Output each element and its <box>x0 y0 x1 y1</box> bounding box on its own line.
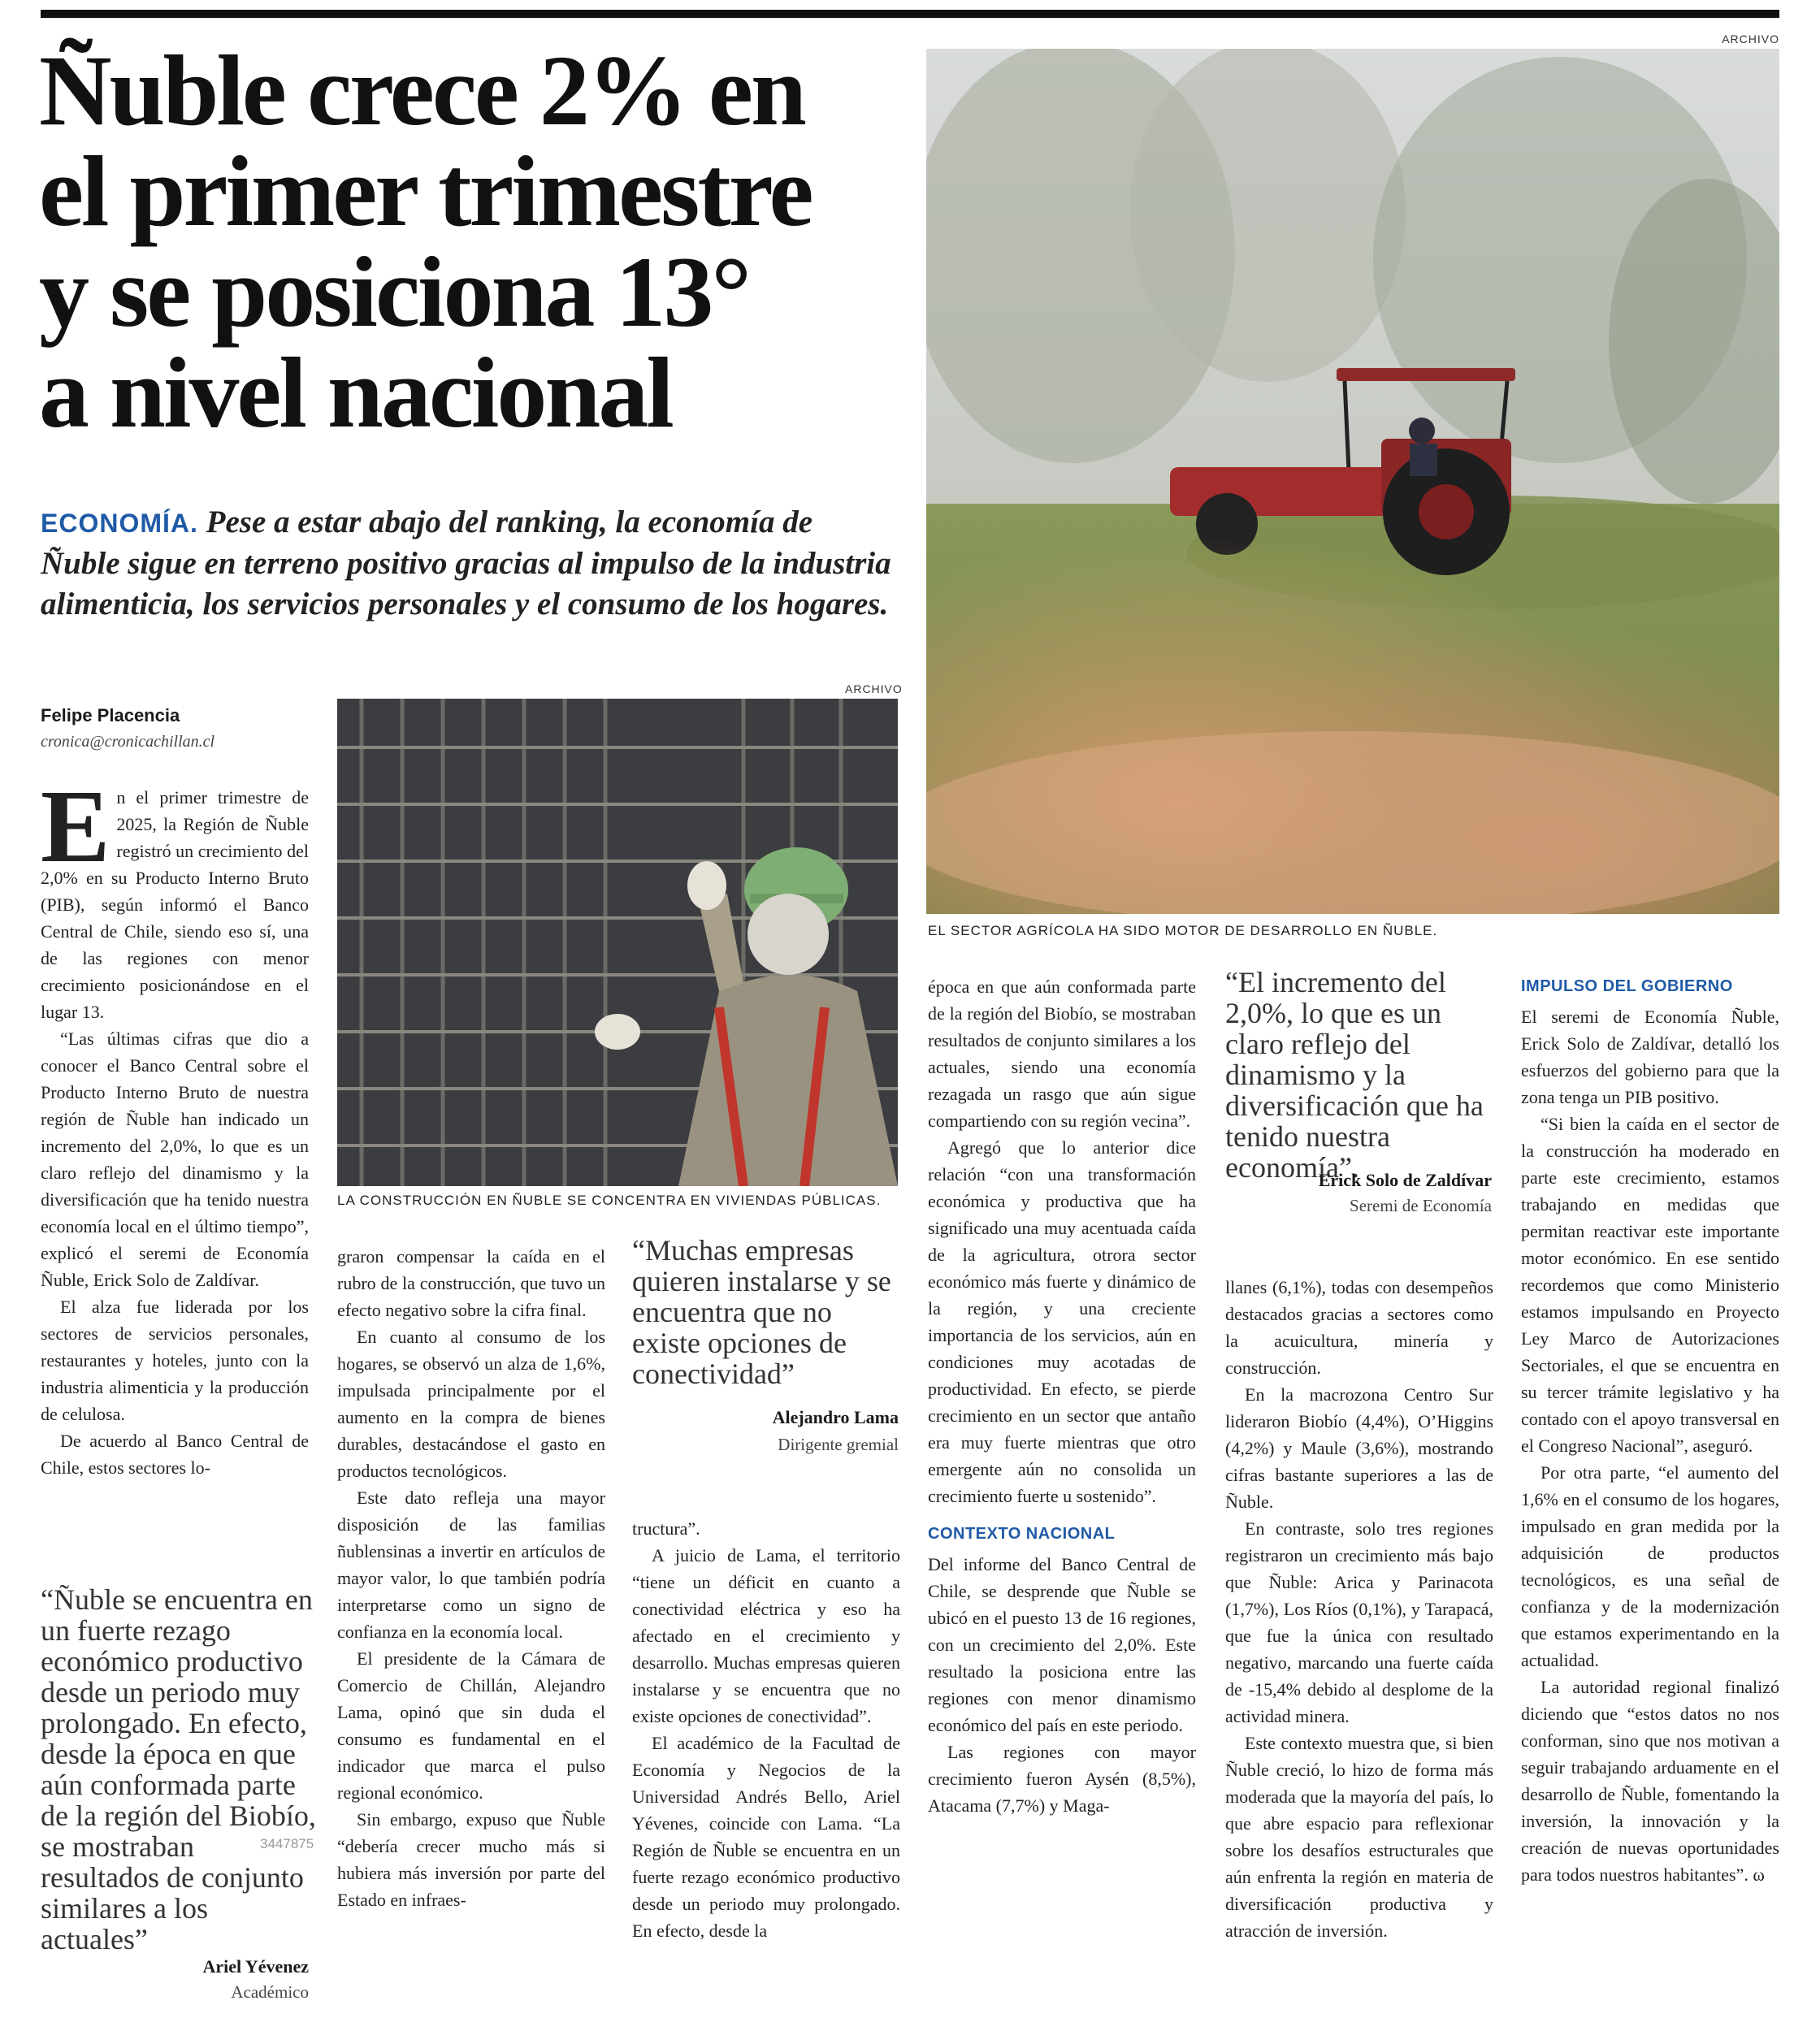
subhead-contexto: CONTEXTO NACIONAL <box>928 1525 1116 1543</box>
byline-email: cronica@cronicachillan.cl <box>41 733 215 751</box>
paragraph: Del informe del Banco Central de Chile, se desprende que Ñuble se ubicó en el puesto 13 de 16 regiones, con un crecimiento del 2,0%. Este resultado la posiciona entre las regiones con menor dinamismo económico del país en este periodo. <box>928 1554 1196 1735</box>
construction-photo <box>337 699 898 1186</box>
watermark-id: 3447875 <box>260 1836 314 1851</box>
headline-line: Ñuble crece 2% en <box>39 35 804 146</box>
pull-quote-lama: “Muchas empresas quieren instalarse y se encuentra que no existe opciones de conectividad” <box>632 1234 891 1390</box>
paragraph: En la macrozona Centro Sur lideraron Biobío (4,4%), O’Higgins (4,2%) y Maule (3,6%), mostrando cifras bastante superiores a las de Ñuble. <box>1225 1384 1493 1512</box>
byline-author: Felipe Placencia <box>41 705 180 725</box>
paragraph: Este dato refleja una mayor disposición de las familias ñublensinas a invertir en artículos de mayor valor, lo que también podría interpretarse como un signo de confianza en la economía local. <box>337 1488 605 1642</box>
headline <box>39 35 900 448</box>
paragraph: El académico de la Facultad de Economía y Negocios de la Universidad Andrés Bello, Ariel Yévenes, coincide con Lama. “La Región de Ñuble se encuentra en un fuerte rezago económico productivo desde un periodo muy prolongado. En efecto, desde la <box>632 1733 900 1941</box>
deck <box>41 502 894 625</box>
pull-quote-seremi: “El incremento del 2,0%, lo que es un claro reflejo del dinamismo y la diversificación que ha tenido nuestra economía”. <box>1225 966 1484 1184</box>
headline-line: a nivel nacional <box>39 337 672 448</box>
pull-quote-yevenes: “Ñuble se encuentra en un fuerte rezago económico productivo desde un periodo muy prolongado. En efecto, desde la época en que aún conformada parte de la región del Biobío, se mostraban resultados de conjunto similares a los actuales” <box>41 1583 316 1955</box>
quote-author: Ariel Yévenez <box>202 1956 309 1977</box>
paragraph: Las regiones con mayor crecimiento fueron Aysén (8,5%), Atacama (7,7%) y Maga- <box>928 1742 1196 1816</box>
paragraph <box>41 769 309 1025</box>
column-5 <box>1225 1274 1493 1944</box>
paragraph: “Las últimas cifras que dio a conocer el Banco Central sobre el Producto Interno Bruto de nuestra región de Ñuble han indicado un incremento del 2,0%, lo que es un claro reflejo del dinamismo y la diversificación que ha tenido nuestra economía local en el último tiempo”, explicó el seremi de Economía Ñuble, Erick Solo de Zaldívar. <box>41 1028 309 1290</box>
paragraph: En cuanto al consumo de los hogares, se observó un alza de 1,6%, impulsada principalmente por el aumento en la compra de bienes durables, destacándose el gasto en productos tecnológicos. <box>337 1327 605 1481</box>
column-6 <box>1521 973 1779 1888</box>
paragraph: Agregó que lo anterior dice relación “con una transformación económica y productiva que ha significado una muy acentuada caída de la agricultura, otrora sector económico más fuerte y dinámico de la región, y una creciente importancia de los servicios, aún en condiciones muy acotadas de productividad. En efecto, se pierde crecimiento en un sector que antaño era muy fuerte mientras que otro emergente aún no consolida un crecimiento fuerte u sostenido”. <box>928 1137 1196 1506</box>
construction-worker-illustration <box>337 699 898 1186</box>
quote-role: Académico <box>231 1982 309 2002</box>
column-2 <box>337 1243 605 1913</box>
main-photo <box>926 49 1779 914</box>
paragraph: De acuerdo al Banco Central de Chile, estos sectores lo- <box>41 1431 309 1478</box>
column-4 <box>928 973 1196 1819</box>
second-photo-caption: LA CONSTRUCCIÓN EN ÑUBLE SE CONCENTRA EN VIVIENDAS PÚBLICAS. <box>337 1193 882 1208</box>
main-photo-credit: ARCHIVO <box>1722 32 1779 45</box>
paragraph: A juicio de Lama, el territorio “tiene un déficit en cuanto a conectividad eléctrica y eso ha afectado en el crecimiento y desarrollo. Muchas empresas quieren instalarse y se encuentra que no existe opciones de conectividad”. <box>632 1545 900 1726</box>
tractor-field-illustration <box>926 49 1779 914</box>
column-1 <box>41 769 309 1481</box>
quote-role: Seremi de Economía <box>1350 1196 1492 1215</box>
paragraph: época en que aún conformada parte de la región del Biobío, se mostraban resultados de conjunto similares a los actuales, siendo una economía rezagada un rasgo que aún sigue compartiendo con su región vecina”. <box>928 977 1196 1131</box>
paragraph: La autoridad regional finalizó diciendo que “estos datos no nos conforman, sino que nos motivan a seguir trabajando arduamente en el desarrollo de Ñuble, fomentando la inversión, la innovación y la creación de nuevas oportunidades para todos nuestros habitantes”. ω <box>1521 1677 1779 1885</box>
dropcap: E <box>41 769 110 884</box>
deck-kicker: ECONOMÍA. <box>41 509 198 538</box>
paragraph: “Si bien la caída en el sector de la construcción ha moderado en parte este crecimiento, estamos trabajando en medidas que permitan reactivar este importante motor económico. En ese sentido recordemos que como Ministerio estamos impulsando en Proyecto Ley Marco de Autorizaciones Sectoriales, el que se encuentra en su tercer trámite legislativo y ha contado con el apoyo transversal en el Congreso Nacional”, aseguró. <box>1521 1114 1779 1456</box>
paragraph: En contraste, solo tres regiones registraron un crecimiento más bajo que Ñuble: Arica y Parinacota (1,7%), Los Ríos (0,1%), y Tarapacá, que fue la única con resultado negativo, marcando una fuerte caída de -15,4% debido al desplome de la actividad minera. <box>1225 1518 1493 1726</box>
paragraph: Por otra parte, “el aumento del 1,6% en el consumo de los hogares, impulsado en gran medida por la adquisición de productos tecnológicos, es una señal de confianza y de la modernización que estamos experimentando en la actualidad. <box>1521 1462 1779 1670</box>
paragraph: llanes (6,1%), todas con desempeños destacados gracias a sectores como la acuicultura, minería y construcción. <box>1225 1277 1493 1378</box>
top-rule <box>41 10 1779 18</box>
quote-author: Erick Solo de Zaldívar <box>1318 1170 1492 1190</box>
headline-line: y se posiciona 13° <box>39 236 750 348</box>
quote-role: Dirigente gremial <box>778 1435 899 1454</box>
second-photo-credit: ARCHIVO <box>845 682 903 695</box>
paragraph: El alza fue liderada por los sectores de servicios personales, restaurantes y hoteles, junto con la industria alimenticia y la producción de celulosa. <box>41 1297 309 1424</box>
main-photo-caption: EL SECTOR AGRÍCOLA HA SIDO MOTOR DE DESARROLLO EN ÑUBLE. <box>928 923 1438 938</box>
subhead-impulso: IMPULSO DEL GOBIERNO <box>1521 977 1733 995</box>
column-3 <box>632 1515 900 1944</box>
paragraph: El presidente de la Cámara de Comercio de Chillán, Alejandro Lama, opinó que sin duda el consumo es fundamental en el indicador que marca el pulso regional económico. <box>337 1648 605 1803</box>
paragraph: Sin embargo, expuso que Ñuble “debería crecer mucho más si hubiera más inversión por parte del Estado en infraes- <box>337 1809 605 1910</box>
deck-text: Pese a estar abajo del ranking, la economía de Ñuble sigue en terreno positivo gracias al impulso de la industria alimenticia, los servicios personales y el consumo de los hogares. <box>41 505 891 621</box>
paragraph: Este contexto muestra que, si bien Ñuble creció, lo hizo de forma más moderada que la mayoría del país, lo que abre espacio para reflexionar sobre los desafíos estructurales que aún enfrenta la región en materia de diversificación productiva y atracción de inversión. <box>1225 1733 1493 1941</box>
paragraph: tructura”. <box>632 1518 700 1539</box>
paragraph: El seremi de Economía Ñuble, Erick Solo de Zaldívar, detalló los esfuerzos del gobierno para que la zona tenga un PIB positivo. <box>1521 1007 1779 1107</box>
headline-line: el primer trimestre <box>39 136 812 247</box>
paragraph-text: n el primer trimestre de 2025, la Región de Ñuble registró un crecimiento del 2,0% en su Producto Interno Bruto (PIB), según informó el Banco Central de Chile, siendo eso sí, una de las regiones con menor crecimiento posicionándose en el lugar 13. <box>41 787 309 1022</box>
paragraph: graron compensar la caída en el rubro de la construcción, que tuvo un efecto negativo sobre la cifra final. <box>337 1246 605 1320</box>
quote-author: Alejandro Lama <box>772 1407 899 1427</box>
